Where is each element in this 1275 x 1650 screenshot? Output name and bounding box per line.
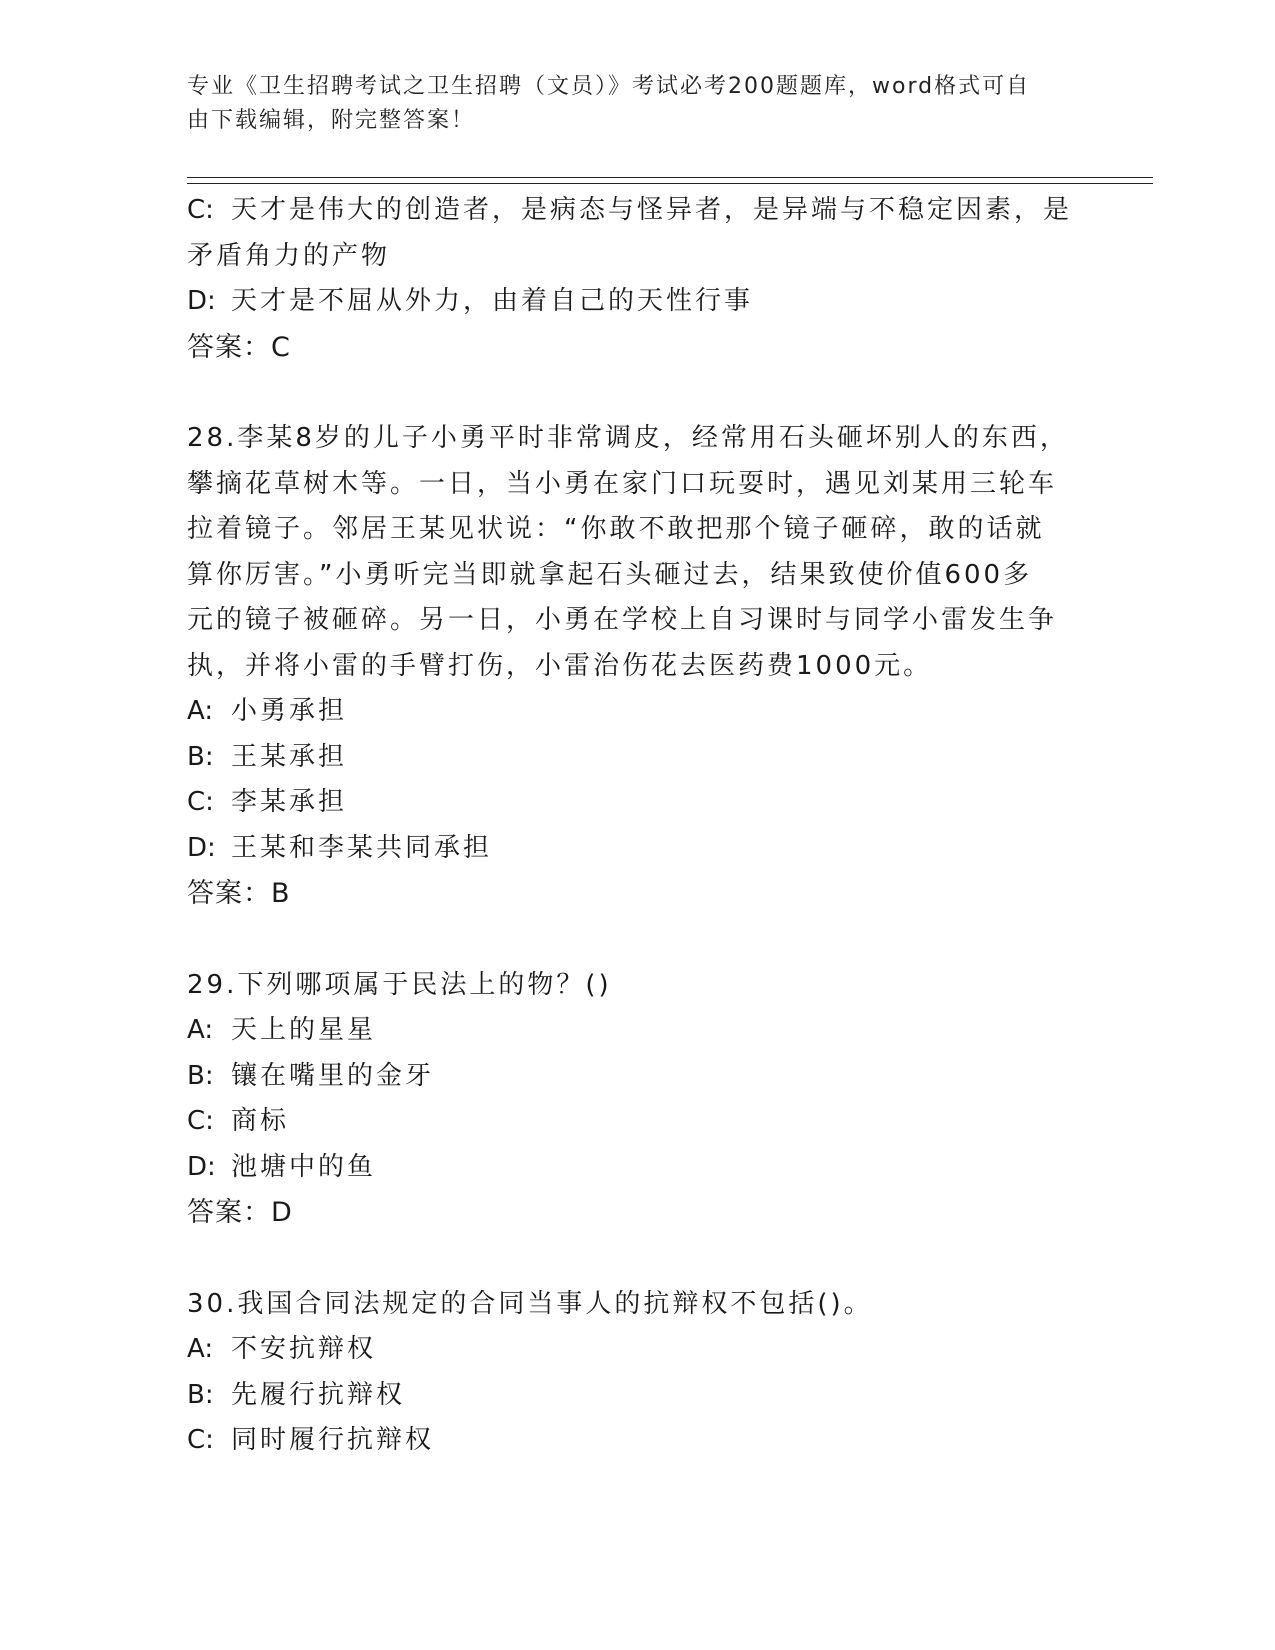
option-text: 商标 [231, 1106, 290, 1136]
option-label: D: [187, 832, 216, 863]
spacer [187, 370, 1087, 416]
option-a [187, 1008, 1087, 1054]
option-text: 天才是伟大的创造者，是病态与怪异者，是异端与不稳定因素，是 [231, 195, 1073, 225]
option-text: 小勇承担 [231, 696, 348, 726]
option-label: C: [187, 787, 214, 817]
header-line-1: 专业《卫生招聘考试之卫生招聘（文员）》考试必考200题题库，word格式可自 [187, 74, 1031, 99]
header-divider-top [187, 177, 1153, 178]
option-label: B: [187, 1060, 214, 1091]
option-label: C: [187, 1106, 214, 1136]
option-text: 先履行抗辩权 [231, 1379, 406, 1410]
option-text: 王某和李某共同承担 [231, 832, 493, 863]
option-label: A: [187, 1334, 214, 1364]
option-label: B: [187, 1379, 214, 1410]
option-label: A: [187, 696, 214, 726]
option-a [187, 1327, 1087, 1373]
header-line-2: 由下载编辑，附完整答案！ [187, 108, 476, 133]
spacer [187, 917, 1087, 963]
option-text: 天上的星星 [231, 1015, 377, 1045]
option-text: 池塘中的鱼 [231, 1151, 377, 1182]
option-c [187, 188, 1087, 234]
option-b [187, 1373, 1087, 1419]
option-text: 镶在嘴里的金牙 [231, 1060, 435, 1091]
option-text: 不安抗辩权 [231, 1334, 377, 1364]
option-text: 王某承担 [231, 741, 348, 772]
option-label: D: [187, 286, 216, 316]
option-d [187, 279, 1087, 325]
option-d [187, 826, 1087, 872]
header-divider-bottom [187, 183, 1153, 184]
option-c [187, 1099, 1087, 1145]
option-label: A: [187, 1015, 214, 1045]
option-c [187, 1418, 1087, 1464]
option-text: 李某承担 [231, 787, 348, 817]
question-content [187, 188, 1087, 1464]
question-stem-line: 元的镜子被砸碎。另一日，小勇在学校上自习课时与同学小雷发生争 [187, 605, 1058, 635]
question-stem-line: 攀摘花草树木等。一日，当小勇在家门口玩耍时，遇见刘某用三轮车 [187, 468, 1058, 499]
spacer [187, 1236, 1087, 1282]
question-stem-line: 拉着镜子。邻居王某见状说：“你敢不敢把那个镜子砸碎，敢的话就 [187, 514, 1045, 544]
question-30 [187, 1282, 1087, 1464]
question-29 [187, 963, 1087, 1236]
prev-question [187, 188, 1087, 370]
option-c-continuation: 矛盾角力的产物 [187, 240, 391, 271]
answer-line: 答案：B [187, 878, 291, 909]
option-a [187, 689, 1087, 735]
question-stem-line: 28.李某8岁的儿子小勇平时非常调皮，经常用石头砸坏别人的东西， [187, 423, 1069, 453]
document-header [187, 70, 1067, 138]
question-stem-line: 30.我国合同法规定的合同当事人的抗辩权不包括()。 [187, 1288, 873, 1319]
question-28 [187, 416, 1087, 917]
option-label: D: [187, 1151, 216, 1182]
answer-line: 答案：D [187, 1197, 293, 1228]
option-d [187, 1145, 1087, 1191]
option-b [187, 1054, 1087, 1100]
question-stem-line: 算你厉害。”小勇听完当即就拿起石头砸过去，结果致使价值600多 [187, 559, 1033, 590]
option-label: C: [187, 195, 214, 225]
option-label: C: [187, 1425, 214, 1455]
option-c [187, 780, 1087, 826]
option-label: B: [187, 741, 214, 772]
question-stem-line: 29.下列哪项属于民法上的物？() [187, 969, 612, 1000]
option-text: 天才是不屈从外力，由着自己的天性行事 [231, 286, 754, 316]
option-b [187, 735, 1087, 781]
question-stem-line: 执，并将小雷的手臂打伤，小雷治伤花去医药费1000元。 [187, 650, 933, 681]
option-text: 同时履行抗辩权 [231, 1425, 435, 1455]
answer-line: 答案：C [187, 331, 291, 363]
